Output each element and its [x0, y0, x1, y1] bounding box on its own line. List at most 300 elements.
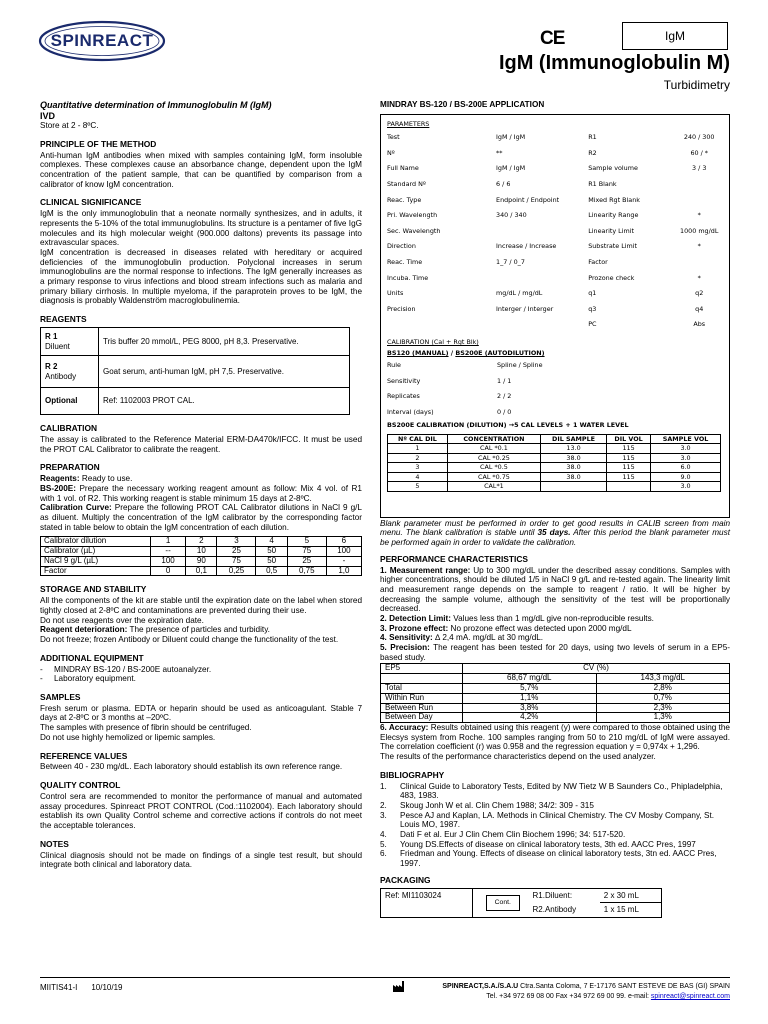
- packaging-r1-value: 2 x 30 mL: [600, 888, 662, 902]
- parameter-row: [387, 255, 723, 271]
- bs-title-sep: /: [448, 349, 456, 358]
- packaging-heading: PACKAGING: [380, 874, 431, 885]
- table-cell: NaCl 9 g/L (µL): [41, 556, 151, 566]
- perf-3-label: 3. Prozone effect:: [380, 623, 449, 633]
- perf-4-text: ∆ 2,4 mA. mg/dL at 30 mg/dL.: [432, 633, 544, 643]
- blank-note-bold: 35 days.: [537, 528, 571, 538]
- parameter-cell: Units: [387, 289, 404, 298]
- clinical-heading: CLINICAL SIGNIFICANCE: [40, 197, 142, 208]
- reagents-heading: REAGENTS: [40, 314, 87, 325]
- accuracy: [380, 723, 730, 752]
- table-cell: Between Run: [381, 703, 463, 713]
- table-cell: 5: [388, 482, 448, 492]
- parameter-cell: 3 / 3: [692, 164, 707, 173]
- perf-footer: The results of the performance characteristics depend on the used analyzer.: [380, 752, 656, 762]
- footer-address: [412, 983, 730, 991]
- table-row: [381, 693, 730, 703]
- parameter-row: [387, 146, 723, 162]
- factory-icon: [392, 979, 406, 993]
- parameter-row: [387, 286, 723, 302]
- perf-1: [380, 566, 730, 614]
- perf-3: [380, 624, 730, 634]
- table-cell: 50: [256, 556, 287, 566]
- table-cell: 2: [388, 453, 448, 463]
- parameter-cell: 340 / 340: [496, 211, 527, 220]
- table-cell: CAL *0.25: [447, 453, 540, 463]
- left-column: [40, 100, 362, 870]
- bibliography-entry: Friedman and Young. Effects of disease on clinical laboratory tests, 3tn ed. AACC Pres, 1997.: [400, 849, 717, 869]
- parameter-cell: *: [697, 273, 701, 282]
- parameter-row: [387, 193, 723, 209]
- table-cell: 1,1%: [463, 693, 597, 703]
- blank-note: [380, 519, 730, 548]
- table-cell: 3.0: [651, 482, 721, 492]
- table-row: [381, 703, 730, 713]
- table-cell: 2,8%: [596, 683, 730, 693]
- table-cell: 25: [287, 556, 326, 566]
- table-row: [388, 434, 721, 444]
- prep-reagents-text: Ready to use.: [79, 474, 133, 484]
- table-row: [388, 472, 721, 482]
- prep-curve: [40, 503, 362, 532]
- deterioration-text: The presence of particles and turbidity.: [127, 625, 270, 635]
- blank-note-2: After this period the blank parameter must be performed again in order to validate the calibration.: [380, 528, 730, 548]
- table-cell: 1,3%: [596, 713, 730, 723]
- table-cell: 3: [217, 537, 256, 547]
- perf-2-text: Values less than 1 mg/dL give non-reproducible results.: [450, 613, 654, 623]
- bibliography-entry: Skoug Jonh W et al. Clin Chem 1988; 34/2: 309 - 315: [400, 801, 594, 811]
- parameter-cell: Incuba. Time: [387, 273, 429, 282]
- list-item: [380, 849, 730, 868]
- table-row: [41, 547, 362, 557]
- list-item: - MINDRAY BS-120 / BS-200E autoanalyzer.: [40, 665, 362, 675]
- list-item: [380, 840, 730, 850]
- qc-text: Control sera are recommended to monitor the performance of manual and automated assay procedures. Spinreact PROT CONTROL (Cod.:1102004). Each laboratory should establish its own Quality Control scheme and corrective actions if controls do not meet the acceptable tolerances.: [40, 791, 362, 830]
- clinical-text-2: IgM concentration is decreased in diseases related with hereditary or acquired deficiencies of the immunoglobulin production. Polyclonal increases in serum immunoglobulins are the normal response to infections. The IgM generally increases as a primary response to virus infections and blood stream infections such as malaria and primary biliary cirrhosis. In multiple myeloma, if the paraprotein proves to be IgM, the diagnosis is probably Waldenström macroglobulinemia.: [40, 248, 362, 306]
- bs-title-1: BS120 (MANUAL): [387, 349, 449, 358]
- storage-text-1: All the components of the kit are stable until the expiration date on the label when stored tightly closed at 2-8ºC and contaminations are prevented during their use.: [40, 596, 362, 615]
- parameter-cell: Sec. Wavelength: [387, 226, 441, 235]
- parameters-title: PARAMETERS: [387, 119, 430, 128]
- table-cell: 6.0: [651, 463, 721, 473]
- table-cell: 38.0: [541, 463, 607, 473]
- reagent-label: R 1: [45, 332, 58, 342]
- table-cell: 115: [607, 472, 651, 482]
- packaging-r2-value: 1 x 15 mL: [600, 903, 662, 917]
- perf-2-label: 2. Detection Limit:: [380, 613, 451, 623]
- table-cell: 1: [151, 537, 186, 547]
- table-cell: 0: [151, 566, 186, 576]
- list-item: [380, 811, 730, 830]
- table-cell: CAL *0.1: [447, 444, 540, 454]
- parameter-cell: Linearity Range: [588, 211, 639, 220]
- list-number: 4.: [380, 830, 387, 840]
- reagent-sub: Antibody: [45, 371, 77, 381]
- clinical-text-1: IgM is the only immunoglobulin that a neonate normally synthesizes, and in adults, it represents the 5-10% of the total immunuglobulins. Its structure is a pentamer of five IgG molecules and its high molecular weight (900.000 daltons) prevents its passage into extravascular spaces.: [40, 209, 362, 248]
- table-cell: [381, 674, 463, 684]
- table-cell: 38.0: [541, 453, 607, 463]
- perf-3-text: No prozone effect was detected upon 2000 mg/dL: [448, 623, 632, 633]
- table-cell: Nº CAL DIL: [388, 434, 448, 444]
- application-heading: MINDRAY BS-120 / BS-200E APPLICATION: [380, 100, 545, 109]
- perf-5-text: The reagent has been tested for 20 days, using two levels of serum in a EP5-based study.: [380, 642, 730, 662]
- reference-text: Between 40 - 230 mg/dL. Each laboratory should establish its own reference range.: [40, 762, 343, 772]
- table-cell: 3: [388, 463, 448, 473]
- parameter-cell: q2: [695, 289, 704, 298]
- equipment-list: [40, 665, 362, 684]
- parameter-cell: Interger / Interger: [496, 304, 554, 313]
- table-cell: 0,1: [186, 566, 217, 576]
- packaging-r1-label: R1.Diluent:: [533, 888, 600, 902]
- bibliography-entry: Clinical Guide to Laboratory Tests, Edited by NW Tietz W B Saunders Co., Phipladelphia, 483, 1983.: [400, 781, 723, 801]
- parameter-cell: Direction: [387, 242, 416, 251]
- perf-4-label: 4. Sensitivity:: [380, 633, 433, 643]
- list-item: [380, 801, 730, 811]
- perf-5: [380, 643, 730, 662]
- bibliography-heading: BIBLIOGRAPHY: [380, 769, 445, 780]
- list-number: 5.: [380, 839, 387, 849]
- calibration-cell: Sensitivity: [387, 376, 421, 385]
- parameter-cell: 1000 mg/dL: [680, 226, 719, 235]
- table-cell: CAL *0.5: [447, 463, 540, 473]
- reference-heading: REFERENCE VALUES: [40, 750, 128, 761]
- parameter-cell: R1 Blank: [588, 180, 617, 189]
- table-cell: 115: [607, 453, 651, 463]
- parameter-cell: IgM / IgM: [496, 164, 526, 173]
- parameter-row: [387, 224, 723, 240]
- parameter-row: [387, 239, 723, 255]
- cont-box: Cont.: [486, 895, 520, 911]
- perf-4: [380, 633, 730, 643]
- table-cell: 0,25: [217, 566, 256, 576]
- calibration-grid: [387, 358, 723, 420]
- calibration-text: The assay is calibrated to the Reference Material ERM-DA470k/IFCC. It must be used the PROT CAL Calibrator to calibrate the reagent.: [40, 434, 362, 454]
- footer-contact: [412, 993, 730, 1001]
- ce-mark: CE: [540, 28, 565, 49]
- document-date: 10/10/19: [91, 983, 123, 992]
- bibliography-entry: Pesce AJ and Kaplan, LA. Methods in Clinical Chemistry. The CV Mosby Company, St. Louis MO, 1987.: [400, 810, 714, 830]
- calibration-cell: Rule: [387, 361, 401, 370]
- parameter-cell: Mixed Rgt Blank: [588, 195, 640, 204]
- application-box: [380, 114, 730, 518]
- parameter-cell: 1_7 / 0_7: [496, 257, 525, 266]
- parameter-cell: Endpoint / Endpoint: [496, 195, 560, 204]
- parameter-cell: Nº: [387, 148, 395, 157]
- storage-note: Store at 2 - 8ºC.: [40, 121, 99, 131]
- parameter-cell: Prozone check: [588, 273, 635, 282]
- table-cell: Calibrator (µL): [41, 547, 151, 557]
- table-cell: 3.0: [651, 453, 721, 463]
- table-row: [41, 356, 350, 388]
- parameter-cell: Reac. Time: [387, 257, 423, 266]
- parameter-cell: Sample volume: [588, 164, 638, 173]
- calibration-cell: Spline / Spline: [497, 361, 543, 370]
- prep-bs200e: [40, 484, 362, 503]
- parameter-cell: IgM / IgM: [496, 133, 526, 142]
- perf-1-text: Up to 300 mg/dL under the described assay conditions. Samples with higher concentrations, should be diluted 1/5 in NaCl 9 g/L and re-tested again. The linearity limit and measurement range depends on the sample to reagent / ratio. It will be higher by decreasing the sample volume, although the sensitivity of the test will be proportionally decreased.: [380, 565, 730, 614]
- table-cell: [607, 482, 651, 492]
- list-number: 1.: [380, 781, 387, 791]
- table-cell: 1,0: [326, 566, 361, 576]
- table-cell: 10: [186, 547, 217, 557]
- table-row: [381, 713, 730, 723]
- deterioration-label: Reagent deterioration:: [40, 625, 128, 635]
- calibration-row: [387, 405, 723, 421]
- calibration-cell: 1 / 1: [497, 376, 512, 385]
- reagents-table: [40, 327, 350, 415]
- calibration-title: CALIBRATION (Cal + Rgt Blk): [387, 337, 479, 346]
- samples-text-1: Fresh serum or plasma. EDTA or heparin should be used as anticoagulant. Stable 7 days at 2-8ºC or 3 months at –20ºC.: [40, 703, 362, 723]
- product-code-box: IgM: [622, 22, 728, 50]
- table-cell: 38.0: [541, 472, 607, 482]
- table-row: [41, 566, 362, 576]
- right-column: [380, 100, 730, 918]
- table-cell: 50: [256, 547, 287, 557]
- table-cell: 143,3 mg/dL: [596, 674, 730, 684]
- notes-text: Clinical diagnosis should not be made on findings of a single test result, but should integrate both clinical and laboratory data.: [40, 850, 362, 870]
- table-cell: 2,3%: [596, 703, 730, 713]
- calibration-cell: 2 / 2: [497, 392, 512, 401]
- performance-heading: PERFORMANCE CHARACTERISTICS: [380, 553, 528, 564]
- perf-2: [380, 614, 730, 624]
- prep-reagents-label: Reagents:: [40, 474, 80, 484]
- table-cell: 100: [151, 556, 186, 566]
- table-cell: 0,75: [287, 566, 326, 576]
- parameter-cell: Standard Nº: [387, 180, 426, 189]
- table-cell: DIL VOL: [607, 434, 651, 444]
- calibration-cell: Interval (days): [387, 407, 434, 416]
- table-cell: 100: [326, 547, 361, 557]
- table-row: [41, 328, 350, 356]
- parameter-row: [387, 208, 723, 224]
- parameter-cell: Full Name: [387, 164, 419, 173]
- table-cell: -: [326, 556, 361, 566]
- samples-heading: SAMPLES: [40, 691, 81, 702]
- reagent-desc: Ref: 1102003 PROT CAL.: [99, 388, 350, 415]
- company-address: Ctra.Santa Coloma, 7 E-17176 SANT ESTEVE DE BAS (GI) SPAIN: [518, 983, 730, 990]
- reagent-label-cell: [41, 356, 99, 388]
- equipment-heading: ADDITIONAL EQUIPMENT: [40, 652, 144, 663]
- prep-bs-label: BS-200E:: [40, 483, 76, 493]
- table-cell: Factor: [41, 566, 151, 576]
- parameter-cell: Reac. Type: [387, 195, 422, 204]
- storage-text-2: Do not use reagents over the expiration date.: [40, 615, 204, 625]
- samples-text-3: Do not use highly hemolized or lipemic samples.: [40, 732, 216, 742]
- table-cell: 0,7%: [596, 693, 730, 703]
- parameter-cell: 60 / *: [690, 148, 708, 157]
- parameter-cell: *: [697, 211, 701, 220]
- parameter-cell: q4: [695, 304, 704, 313]
- table-cell: Calibrator dilution: [41, 537, 151, 547]
- table-cell: 75: [287, 547, 326, 557]
- table-cell: 68,67 mg/dL: [463, 674, 597, 684]
- table-cell: 1: [388, 444, 448, 454]
- table-row: [388, 482, 721, 492]
- table-row: [381, 683, 730, 693]
- storage-deterioration: [40, 625, 362, 635]
- table-cell: DIL SAMPLE: [541, 434, 607, 444]
- packaging-ref: Ref: MI1103024: [381, 888, 473, 917]
- table-cell: 4,2%: [463, 713, 597, 723]
- reagent-label: R 2: [45, 362, 58, 372]
- qc-heading: QUALITY CONTROL: [40, 780, 121, 791]
- calibration-cell: Replicates: [387, 392, 420, 401]
- reagent-desc: Tris buffer 20 mmol/L, PEG 8000, pH 8,3. Preservative.: [99, 328, 350, 356]
- footer-divider: [40, 977, 730, 978]
- parameter-cell: Pri. Wavelength: [387, 211, 438, 220]
- document-code: MIITIS41-I: [40, 983, 78, 992]
- parameter-cell: q1: [588, 289, 597, 298]
- parameter-cell: R2: [588, 148, 597, 157]
- footer-code: [40, 983, 136, 992]
- prep-curve-label: Calibration Curve:: [40, 503, 112, 513]
- table-row: [41, 388, 350, 415]
- reagent-desc: Goat serum, anti-human IgM, pH 7,5. Preservative.: [99, 356, 350, 388]
- table-cell: SAMPLE VOL: [651, 434, 721, 444]
- parameter-row: [387, 161, 723, 177]
- packaging-cont-cell: [473, 888, 533, 917]
- parameter-cell: Abs: [693, 320, 706, 329]
- parameter-cell: Test: [387, 133, 400, 142]
- contact-text: Tel. +34 972 69 08 00 Fax +34 972 69 00 99. e-mail:: [486, 993, 651, 1000]
- parameter-cell: Factor: [588, 257, 608, 266]
- calibration-row: [387, 358, 723, 374]
- table-row: [388, 463, 721, 473]
- table-cell: 3.0: [651, 444, 721, 454]
- calibration-row: [387, 389, 723, 405]
- table-cell: Between Day: [381, 713, 463, 723]
- table-cell: Within Run: [381, 693, 463, 703]
- table-cell: CV (%): [463, 664, 730, 674]
- table-cell: CONCENTRATION: [447, 434, 540, 444]
- reagent-label-cell: [41, 328, 99, 356]
- parameters-grid: [387, 130, 723, 333]
- blank-note-1: Blank parameter must be performed in order to get good results in CALIB screen from main menu. The blank calibration is stable until: [380, 518, 730, 538]
- table-row: [381, 674, 730, 684]
- table-cell: 115: [607, 444, 651, 454]
- accuracy-text: Results obtained using this reagent (y) were compared to those obtained using the Elecsys system from Roche. 100 samples ranging from 50 to 210 mg/dL of IgM were assayed. The correlation coefficient (r) was 0.958 and the regression equation y = 0,974x + 1,296.: [380, 723, 730, 752]
- parameter-cell: Substrate Limit: [588, 242, 638, 251]
- parameter-row: [387, 317, 723, 333]
- prep-bs-text: Prepare the necessary working reagent amount as follow: Mix 4 vol. of R1 with 1 vol. of R2. This working reagent is stable minimum 15 days at 2-8ºC.: [40, 483, 362, 503]
- principle-text: Anti-human IgM antibodies when mixed with samples containing IgM, form insoluble complexes. These complexes cause an absorbance change, dependent upon the IgM concentration of the patient sample, that can be quantified by comparison from a calibrator of know IgM concentration.: [40, 150, 362, 189]
- table-cell: 5: [287, 537, 326, 547]
- calibration-row: [387, 374, 723, 390]
- parameter-row: [387, 271, 723, 287]
- page-title: IgM (Immunoglobulin M): [498, 52, 730, 74]
- parameter-row: [387, 302, 723, 318]
- parameter-cell: 240 / 300: [683, 133, 715, 142]
- table-cell: Total: [381, 683, 463, 693]
- table-cell: 3,8%: [463, 703, 597, 713]
- table-cell: 0,5: [256, 566, 287, 576]
- packaging-r2-label: R2.Antibody: [533, 903, 600, 917]
- table-cell: CAL *0.75: [447, 472, 540, 482]
- principle-heading: PRINCIPLE OF THE METHOD: [40, 138, 157, 149]
- table-cell: 25: [217, 547, 256, 557]
- table-cell: 6: [326, 537, 361, 547]
- parameter-cell: 6 / 6: [496, 180, 511, 189]
- storage-text-3: Do not freeze; frozen Antibody or Diluent could change the functionality of the test.: [40, 634, 339, 644]
- table-row: [388, 444, 721, 454]
- table-cell: CAL*1: [447, 482, 540, 492]
- parameter-cell: Linearity Limit: [588, 226, 635, 235]
- parameter-row: [387, 177, 723, 193]
- dilution-table: [387, 434, 721, 492]
- intro-title: Quantitative determination of Immunoglobulin M (IgM): [40, 100, 272, 110]
- list-number: 2.: [380, 801, 387, 811]
- parameter-row: [387, 130, 723, 146]
- perf-1-label: 1. Measurement range:: [380, 565, 471, 575]
- perf-5-label: 5. Precision:: [380, 642, 430, 652]
- table-cell: 2: [186, 537, 217, 547]
- logo-text: SPINREACT: [50, 31, 154, 50]
- parameter-cell: **: [496, 148, 503, 157]
- table-cell: 9.0: [651, 472, 721, 482]
- list-item: - Laboratory equipment.: [40, 674, 362, 684]
- parameter-cell: q3: [588, 304, 597, 313]
- bibliography-entry: Young DS.Effects of disease on clinical laboratory tests, 3th ed. AACC Pres, 1997: [400, 839, 696, 849]
- bs-title-2: BS200E (AUTODILUTION): [455, 349, 545, 358]
- ivd-label: IVD: [40, 110, 56, 121]
- table-cell: 115: [607, 463, 651, 473]
- parameter-cell: mg/dL / mg/dL: [496, 289, 543, 298]
- list-item: [380, 782, 730, 801]
- table-cell: EP5: [381, 664, 463, 674]
- table-row: [388, 453, 721, 463]
- packaging-table: [380, 888, 662, 918]
- bibliography-list: [380, 782, 730, 869]
- list-number: 6.: [380, 849, 387, 859]
- table-cell: 13.0: [541, 444, 607, 454]
- calibration-cell: 0 / 0: [497, 407, 512, 416]
- company-name: SPINREACT,S.A./S.A.U: [442, 983, 519, 990]
- table-cell: 4: [256, 537, 287, 547]
- table-row: [41, 556, 362, 566]
- parameter-cell: Increase / Increase: [496, 242, 557, 251]
- reagent-sub: Diluent: [45, 341, 70, 351]
- preparation-heading: PREPARATION: [40, 462, 100, 473]
- bibliography-entry: Dati F et al. Eur J Clin Chem Clin Biochem 1996; 34: 517-520.: [400, 830, 626, 840]
- storage-heading: STORAGE AND STABILITY: [40, 584, 147, 595]
- table-cell: 5,7%: [463, 683, 597, 693]
- table-cell: 90: [186, 556, 217, 566]
- page-subtitle: Turbidimetry: [663, 78, 730, 92]
- calibrator-dilution-table: [40, 536, 362, 576]
- notes-heading: NOTES: [40, 838, 69, 849]
- list-item: [380, 830, 730, 840]
- samples-text-2: The samples with presence of fibrin should be centrifuged.: [40, 723, 252, 733]
- parameter-cell: PC: [588, 320, 597, 329]
- calibration-heading: CALIBRATION: [40, 423, 98, 434]
- table-cell: 4: [388, 472, 448, 482]
- list-number: 3.: [380, 810, 387, 820]
- dilution-title: BS200E CALIBRATION (DILUTION) →5 CAL LEVELS + 1 WATER LEVEL: [387, 421, 629, 430]
- table-cell: [541, 482, 607, 492]
- bs-title: [387, 350, 723, 358]
- email-link[interactable]: spinreact@spinreact.com: [650, 993, 730, 1000]
- spinreact-logo: [38, 20, 166, 62]
- accuracy-label: 6. Accuracy:: [380, 723, 429, 733]
- precision-table: [380, 663, 730, 723]
- prep-reagents: [40, 474, 362, 484]
- reagent-label: Optional: [41, 388, 99, 415]
- table-cell: 75: [217, 556, 256, 566]
- table-cell: --: [151, 547, 186, 557]
- parameter-cell: Precision: [387, 304, 416, 313]
- parameter-cell: R1: [588, 133, 597, 142]
- parameter-cell: *: [697, 242, 701, 251]
